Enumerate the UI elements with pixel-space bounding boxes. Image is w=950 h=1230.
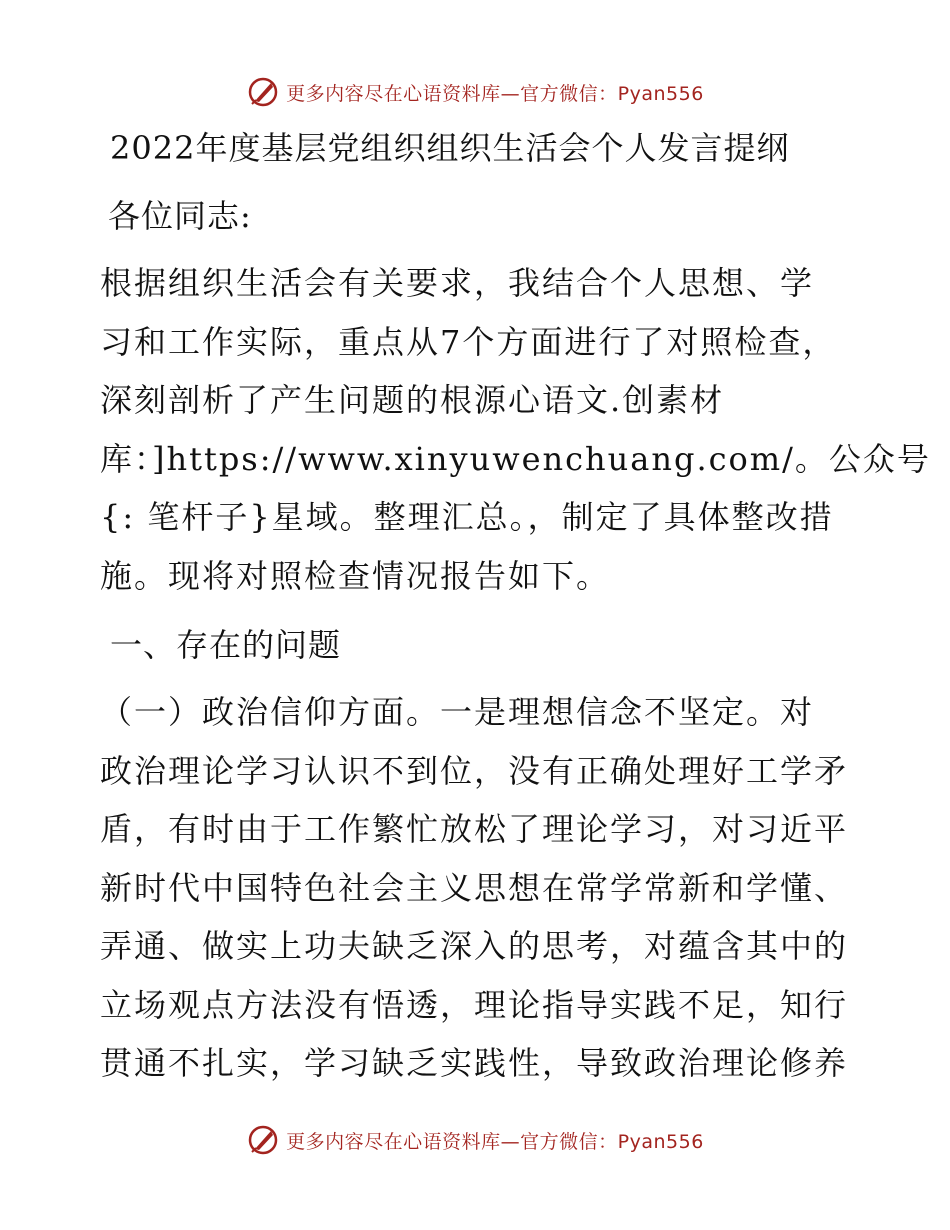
- watermark-text: 更多内容尽在心语资料库—官方微信：Pyan556: [286, 82, 704, 105]
- quill-pen-logo-icon: [246, 75, 280, 109]
- document-title: 2022年度基层党组织组织生活会个人发言提纲: [110, 129, 790, 167]
- footer-watermark: [0, 1120, 950, 1160]
- paragraph-line: 根据组织生活会有关要求，我结合个人思想、学: [100, 264, 815, 302]
- quill-pen-logo-icon: [246, 1123, 280, 1157]
- header-watermark: [0, 72, 950, 112]
- paragraph-line: 政治理论学习认识不到位，没有正确处理好工学矛: [100, 751, 849, 790]
- salutation: 各位同志:: [108, 197, 252, 235]
- paragraph-line: 贯通不扎实，学习缺乏实践性，导致政治理论修养: [100, 1044, 849, 1082]
- document-body: [100, 122, 931, 1093]
- paragraph-line: 库：]https://www.xinyuwenchuang.com/。公众号: [100, 439, 931, 478]
- intro-paragraph: [100, 254, 931, 605]
- paragraph-line: 新时代中国特色社会主义思想在常学常新和学懂、: [100, 868, 849, 907]
- paragraph-line: 立场观点方法没有悟透，理论指导实践不足，知行: [100, 985, 849, 1024]
- paragraph-line: 深刻剖析了产生问题的根源心语文.创素材: [100, 381, 725, 419]
- paragraph-line: {: 笔杆子}星域。整理汇总。，制定了具体整改措: [100, 498, 834, 536]
- section-paragraph: [100, 683, 860, 1093]
- paragraph-line: 施。现将对照检查情况报告如下。: [100, 556, 611, 595]
- section-heading: 一、存在的问题: [110, 626, 342, 664]
- paragraph-line: 盾，有时由于工作繁忙放松了理论学习，对习近平: [100, 810, 849, 848]
- watermark-text: 更多内容尽在心语资料库—官方微信：Pyan556: [286, 1130, 704, 1153]
- paragraph-line: 弄通、做实上功夫缺乏深入的思考，对蕴含其中的: [100, 927, 849, 965]
- paragraph-line: 习和工作实际，重点从7个方面进行了对照检查，: [100, 322, 837, 361]
- paragraph-line: （一）政治信仰方面。一是理想信念不坚定。对: [100, 693, 815, 731]
